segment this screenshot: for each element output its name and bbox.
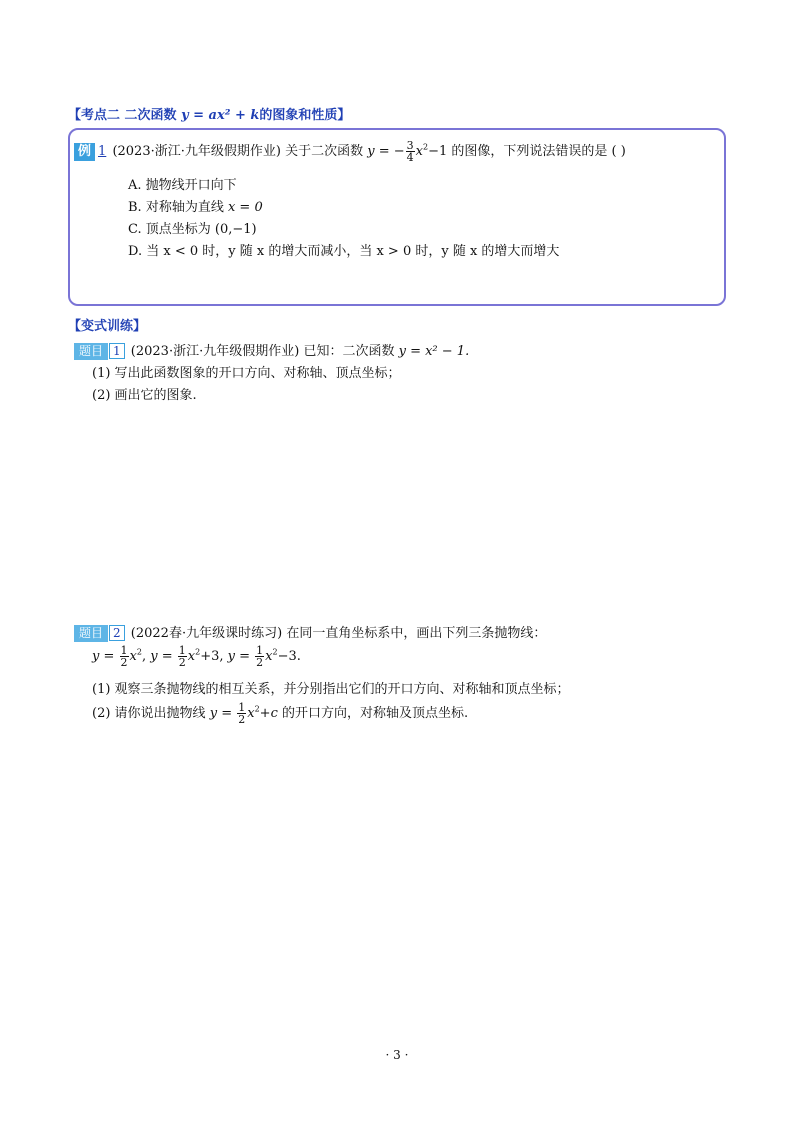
variant-title: 【变式训练】 — [68, 319, 147, 334]
q1-stem-text: 已知：二次函数 — [303, 344, 395, 359]
example-stem-b: 的图像，下列说法错误的是 ( ) — [451, 144, 626, 159]
q1-stem — [74, 340, 469, 360]
q1-part-2: (2) 画出它的图象. — [92, 388, 197, 403]
q2-part-2-b: 的开口方向，对称轴及顶点坐标. — [282, 706, 469, 721]
q2-part-1: (1) 观察三条抛物线的相互关系，并分别指出它们的开口方向、对称轴和顶点坐标； — [92, 682, 570, 697]
q1-source: (2023·浙江·九年级假期作业) — [130, 344, 300, 359]
q2-number: 2 — [109, 625, 125, 641]
option-c: C. 顶点坐标为 (0,−1) — [128, 222, 257, 237]
q1-part-1: (1) 写出此函数图象的开口方向、对称轴、顶点坐标； — [92, 366, 401, 381]
q2-source: (2022春·九年级课时练习) — [130, 626, 283, 641]
section-title-formula: y = ax² + k — [181, 108, 260, 123]
example-tag: 例 — [74, 143, 95, 161]
option-b — [128, 196, 263, 215]
option-b-equation: x = 0 — [227, 200, 263, 215]
section-title-suffix: 的图象和性质】 — [259, 108, 351, 123]
q2-stem-text: 在同一直角坐标系中，画出下列三条抛物线： — [286, 626, 547, 641]
q1-equation: y = x² − 1. — [398, 344, 470, 359]
fraction-denominator: 4 — [406, 151, 414, 164]
option-d: D. 当 x < 0 时，y 随 x 的增大而减小，当 x > 0 时，y 随 x 的增大而增大 — [128, 244, 560, 259]
q2-equations: y = $\frac{1}{2}$ $x^2$, y = $\frac{1}{2}$ $x^2+3$, y = $\frac{1}{2}$ $x^2-3$. — [92, 644, 301, 669]
q2-tag: 题目 — [74, 625, 108, 642]
q2-part-2-a: (2) 请你说出抛物线 — [92, 706, 206, 721]
q2-part-2: (2) 请你说出抛物线 y = $\frac{1}{2}$ $x^2+c$ 的开口方向，对称轴及顶点坐标. — [92, 701, 469, 726]
example-number: 1 — [98, 144, 107, 159]
example-source: (2023·浙江·九年级假期作业) — [112, 144, 281, 159]
option-a: A. 抛物线开口向下 — [128, 178, 237, 193]
q1-tag: 题目 — [74, 343, 108, 360]
fraction-numerator: 3 — [406, 139, 414, 152]
q1-number: 1 — [109, 343, 125, 359]
page-number: · 3 · — [385, 1048, 409, 1062]
section-title — [68, 104, 350, 123]
example-stem-a: 关于二次函数 — [285, 144, 364, 159]
example-fraction — [406, 140, 415, 163]
q2-stem — [74, 622, 546, 642]
section-title-label: 【考点二 二次函数 — [68, 108, 177, 123]
example-stem: 例 1 (2023·浙江·九年级假期作业) 关于二次函数 y = − $\frac{3}{4}$ $x^2-1$ 的图像，下列说法错误的是 ( ) — [74, 140, 626, 163]
option-b-text: B. 对称轴为直线 — [128, 200, 224, 215]
